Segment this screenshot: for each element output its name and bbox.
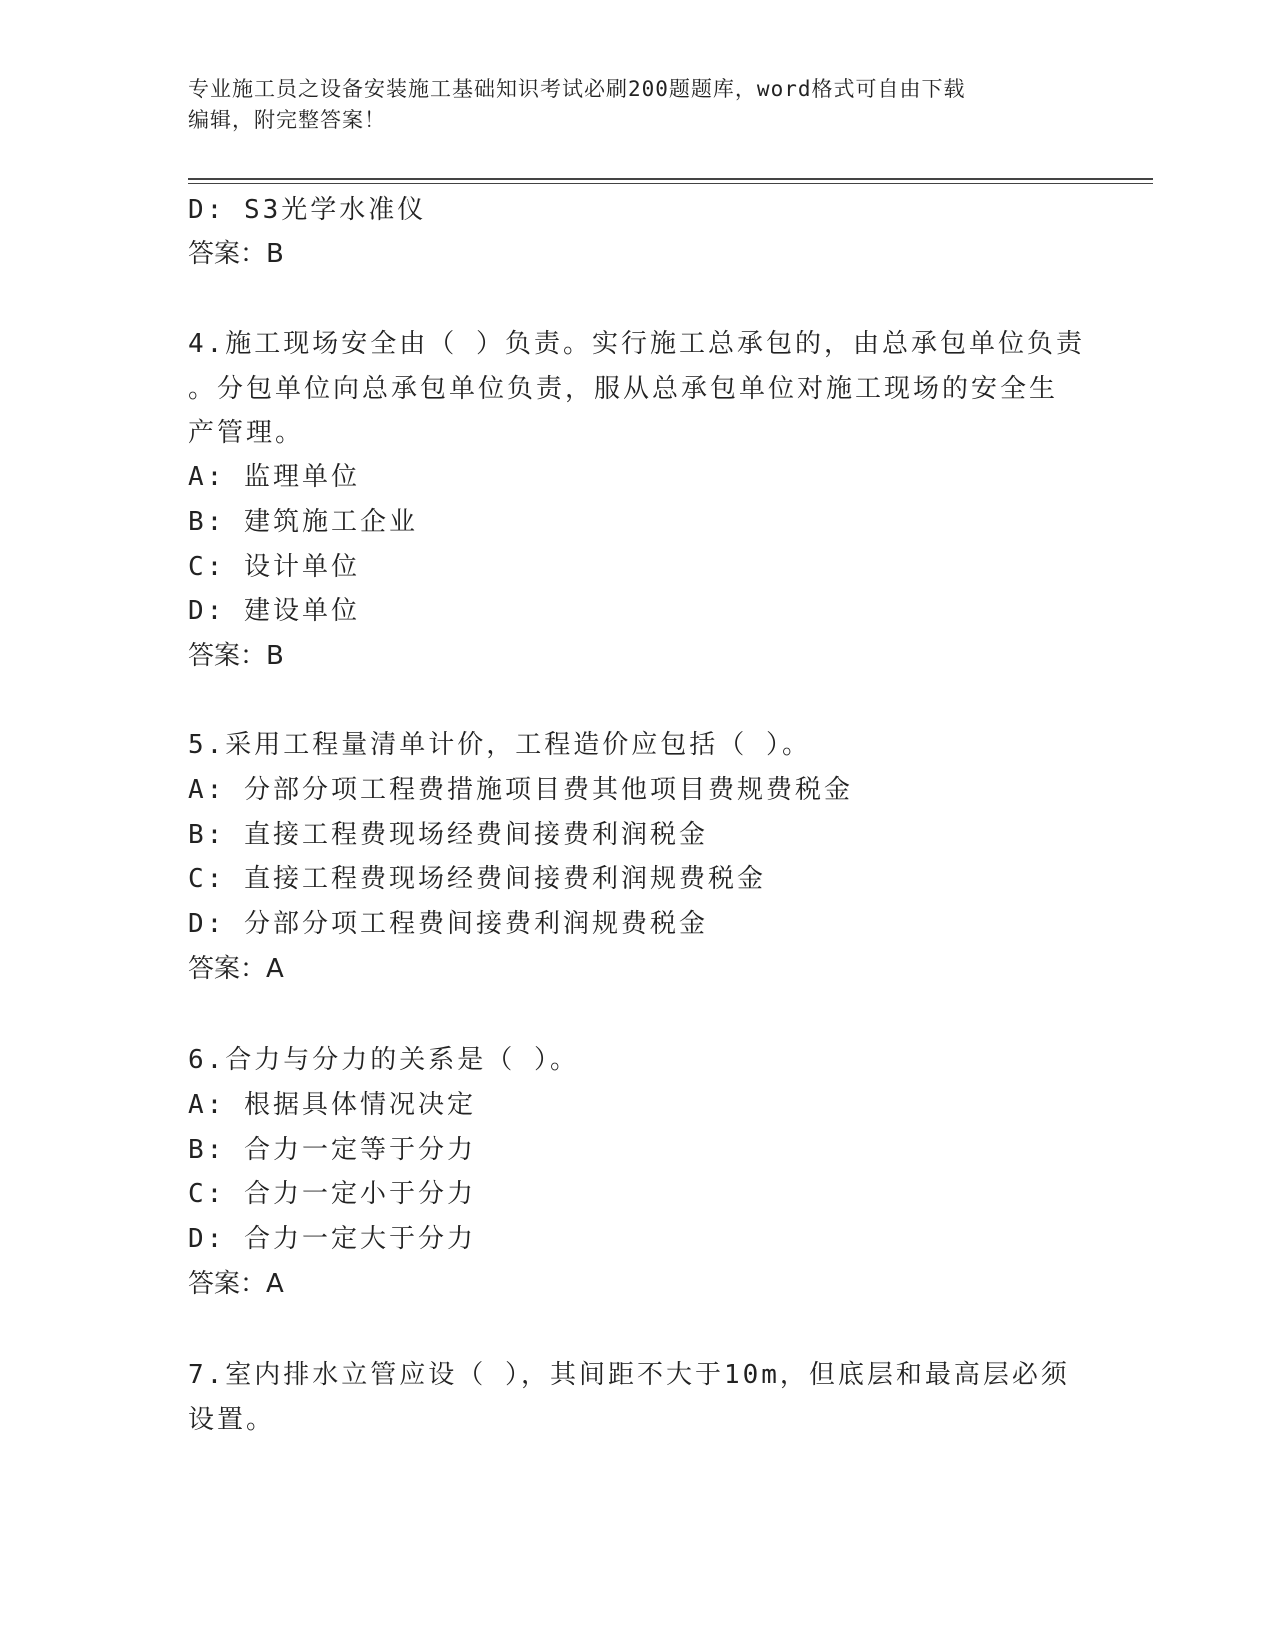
q4-option-c: C: 设计单位 [188,552,360,582]
q5-stem: 5.采用工程量清单计价，工程造价应包括（ ）。 [188,730,811,760]
q4-option-d: D: 建设单位 [188,596,360,626]
q5-option-c: C: 直接工程费现场经费间接费利润规费税金 [188,864,766,894]
q4-stem-line-3: 产管理。 [188,418,305,448]
q6-option-a: A: 根据具体情况决定 [188,1090,476,1120]
q5-answer: 答案：A [188,954,284,984]
header-line-1: 专业施工员之设备安装施工基础知识考试必刷200题题库，word格式可自由下载 [188,77,966,101]
document-header [188,74,1088,136]
q5-option-d: D: 分部分项工程费间接费利润规费税金 [188,909,708,939]
q4-answer: 答案：B [188,641,284,671]
q5-option-b: B: 直接工程费现场经费间接费利润税金 [188,820,708,850]
q3-answer: 答案：B [188,239,284,269]
q4-stem-line-1: 4.施工现场安全由（ ）负责。实行施工总承包的，由总承包单位负责 [188,329,1085,359]
q7-stem-line-2: 设置。 [188,1405,276,1435]
q4-option-a: A: 监理单位 [188,462,360,492]
q6-option-c: C: 合力一定小于分力 [188,1179,476,1209]
q4-stem-line-2: 。分包单位向总承包单位负责，服从总承包单位对施工现场的安全生 [188,374,1059,404]
header-divider [188,178,1153,184]
q6-answer: 答案：A [188,1269,284,1299]
q6-stem: 6.合力与分力的关系是（ ）。 [188,1045,579,1075]
q5-option-a: A: 分部分项工程费措施项目费其他项目费规费税金 [188,775,853,805]
q3-option-d: D: S3光学水准仪 [188,195,427,225]
header-line-2: 编辑，附完整答案！ [188,108,386,132]
q4-option-b: B: 建筑施工企业 [188,507,418,537]
q6-option-d: D: 合力一定大于分力 [188,1224,476,1254]
q7-stem-line-1: 7.室内排水立管应设（ ），其间距不大于10m，但底层和最高层必须 [188,1360,1070,1390]
q6-option-b: B: 合力一定等于分力 [188,1135,476,1165]
